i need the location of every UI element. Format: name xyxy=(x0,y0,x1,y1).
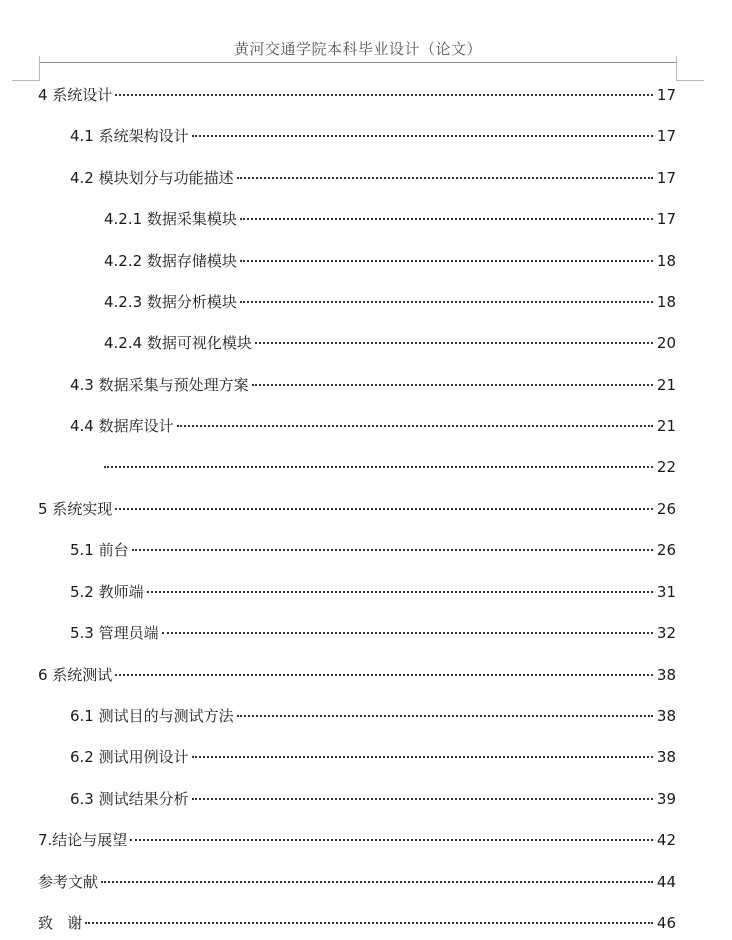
toc-entry-label: 6.3 测试结果分析 xyxy=(70,790,189,808)
toc-dot-leader xyxy=(240,260,653,262)
toc-page-number: 39 xyxy=(656,790,676,808)
toc-entry[interactable] xyxy=(104,455,676,479)
toc-entry[interactable] xyxy=(70,704,676,728)
toc-entry-label: 5.1 前台 xyxy=(70,541,129,559)
toc-page-number: 22 xyxy=(656,458,676,476)
toc-dot-leader xyxy=(162,632,653,634)
toc-page-number: 38 xyxy=(656,666,676,684)
toc-entry[interactable] xyxy=(38,83,676,107)
toc-dot-leader xyxy=(130,839,653,841)
toc-page-number: 17 xyxy=(656,127,676,145)
toc-entry[interactable] xyxy=(70,745,676,769)
toc-entry-label: 6.2 测试用例设计 xyxy=(70,748,189,766)
toc-entry[interactable] xyxy=(70,580,676,604)
toc-entry[interactable] xyxy=(38,870,676,894)
toc-dot-leader xyxy=(104,466,653,468)
toc-entry[interactable] xyxy=(70,414,676,438)
toc-entry[interactable] xyxy=(38,497,676,521)
toc-entry[interactable] xyxy=(70,124,676,148)
toc-dot-leader xyxy=(115,94,653,96)
toc-entry[interactable] xyxy=(70,166,676,190)
toc-entry[interactable] xyxy=(104,290,676,314)
toc-entry-label: 5 系统实现 xyxy=(38,500,113,518)
toc-page-number: 21 xyxy=(656,376,676,394)
toc-dot-leader xyxy=(252,384,653,386)
toc-entry-label: 4.2.1 数据采集模块 xyxy=(104,210,237,228)
toc-page-number: 20 xyxy=(656,334,676,352)
toc-dot-leader xyxy=(85,922,653,924)
toc-dot-leader xyxy=(192,756,653,758)
toc-entry[interactable] xyxy=(70,538,676,562)
toc-entry[interactable] xyxy=(104,249,676,273)
toc-page-number: 42 xyxy=(656,831,676,849)
toc-page-number: 38 xyxy=(656,707,676,725)
toc-entry-label: 4.2.2 数据存储模块 xyxy=(104,252,237,270)
toc-entry-label: 4.2.3 数据分析模块 xyxy=(104,293,237,311)
toc-page-number: 17 xyxy=(656,210,676,228)
toc-entry-label: 致 谢 xyxy=(38,914,83,932)
toc-page-number: 21 xyxy=(656,417,676,435)
toc-entry[interactable] xyxy=(38,828,676,852)
toc-entry[interactable] xyxy=(104,331,676,355)
toc-entry-label: 4.2.4 数据可视化模块 xyxy=(104,334,252,352)
toc-entry[interactable] xyxy=(38,663,676,687)
toc-entry-label: 5.2 教师端 xyxy=(70,583,144,601)
toc-page-number: 31 xyxy=(656,583,676,601)
toc-entry-label: 7.结论与展望 xyxy=(38,831,128,849)
toc-entry-label: 4.4 数据库设计 xyxy=(70,417,174,435)
toc-page-number: 18 xyxy=(656,252,676,270)
toc-entry-label: 4.1 系统架构设计 xyxy=(70,127,189,145)
toc-entry-label: 6 系统测试 xyxy=(38,666,113,684)
toc-page-number: 44 xyxy=(656,873,676,891)
toc-dot-leader xyxy=(192,798,653,800)
toc-dot-leader xyxy=(240,218,653,220)
toc-page-number: 17 xyxy=(656,169,676,187)
toc-page-number: 18 xyxy=(656,293,676,311)
toc-page-number: 26 xyxy=(656,500,676,518)
toc-entry[interactable] xyxy=(70,621,676,645)
toc-dot-leader xyxy=(101,881,653,883)
toc-entry-label: 4 系统设计 xyxy=(38,86,113,104)
toc-dot-leader xyxy=(147,591,653,593)
toc-dot-leader xyxy=(255,342,653,344)
toc-page-number: 46 xyxy=(656,914,676,932)
toc-entry-label: 4.2 模块划分与功能描述 xyxy=(70,169,234,187)
toc-dot-leader xyxy=(177,425,653,427)
page-header-title: 黄河交通学院本科毕业设计（论文） xyxy=(233,40,482,58)
toc-entry[interactable] xyxy=(70,373,676,397)
toc-entry-label: 参考文献 xyxy=(38,873,99,891)
toc-dot-leader xyxy=(132,549,653,551)
toc-dot-leader xyxy=(192,135,653,137)
toc-page-number: 17 xyxy=(656,86,676,104)
toc-dot-leader xyxy=(240,301,653,303)
toc-dot-leader xyxy=(237,177,653,179)
toc-dot-leader xyxy=(115,508,653,510)
toc-entry-label: 6.1 测试目的与测试方法 xyxy=(70,707,234,725)
toc-entry-label: 5.3 管理员端 xyxy=(70,624,159,642)
toc-entry[interactable] xyxy=(70,787,676,811)
toc-page-number: 26 xyxy=(656,541,676,559)
toc-entry[interactable] xyxy=(38,911,676,935)
toc-page-number: 32 xyxy=(656,624,676,642)
toc-entry-label: 4.3 数据采集与预处理方案 xyxy=(70,376,249,394)
toc-page-number: 38 xyxy=(656,748,676,766)
toc-dot-leader xyxy=(237,715,653,717)
toc-dot-leader xyxy=(115,674,653,676)
toc-entry[interactable] xyxy=(104,207,676,231)
